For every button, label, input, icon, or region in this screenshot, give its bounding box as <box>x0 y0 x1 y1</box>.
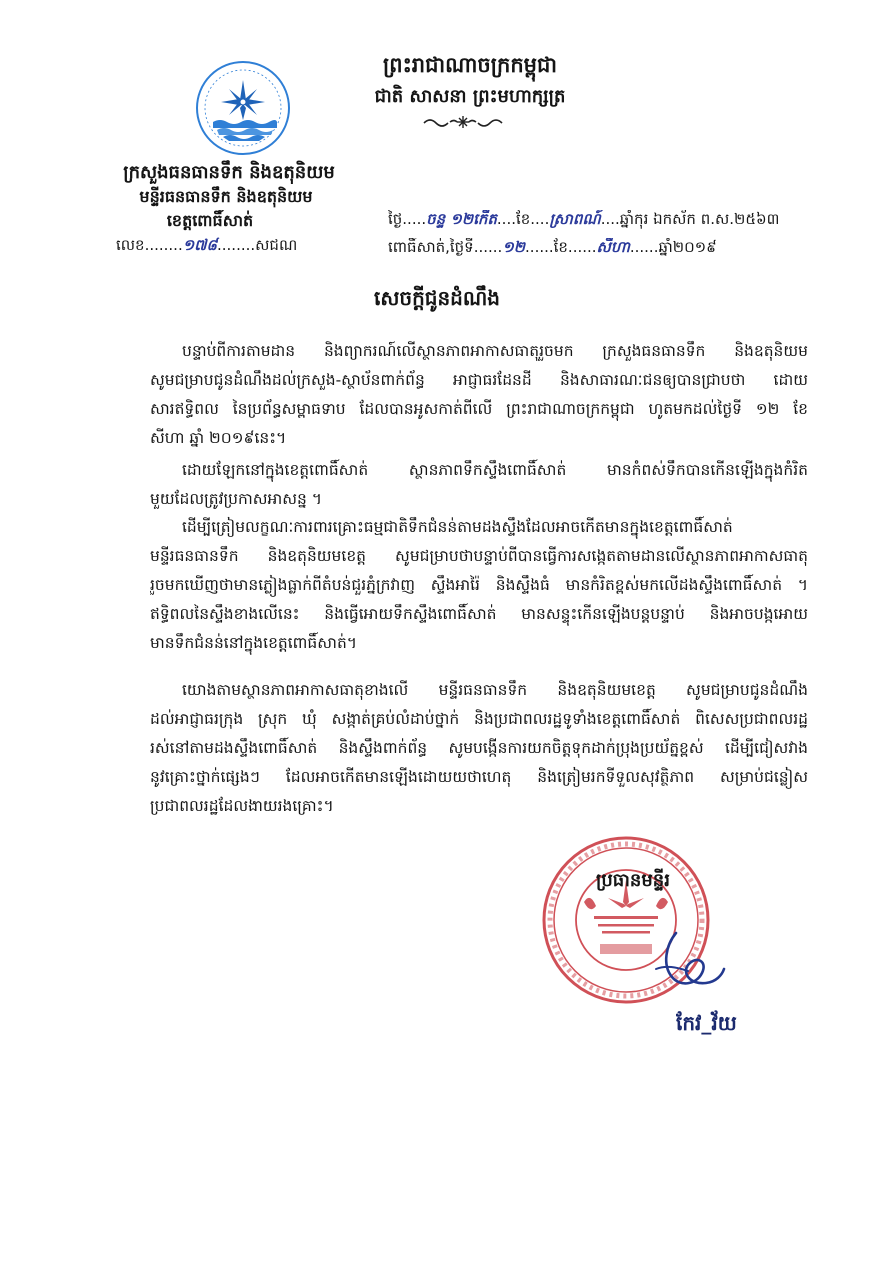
paragraph-line: មួយដែលត្រូវប្រកាសអាសន្ន ។ <box>150 490 322 508</box>
paragraph-line: ឥទ្ធិពលនៃស្ទឹងខាងលើនេះ និងធ្វើអោយទឹកស្ទឹងពោធិ៍សាត់ មានសន្ទុះកើនឡើងបន្តបន្ទាប់ និងអាចបង្កអោយ <box>150 605 808 623</box>
paragraph-3 <box>150 513 808 658</box>
paragraph-2 <box>150 456 808 514</box>
solar-year: ......ឆ្នាំ២០១៩ <box>629 238 717 256</box>
solar-day: ១២ <box>502 238 526 256</box>
paragraph-line: សារឥទ្ធិពល នៃប្រព័ន្ធសម្ពាធទាប ដែលបានអូសកាត់ពីលើ ព្រះរាជាណាចក្រកម្ពុជា ហូតមកដល់ថ្ងៃទី ១២ ខែ <box>150 400 808 418</box>
solar-month-label: ......ខែ...... <box>525 238 597 256</box>
paragraph-line: មានទឹកជំនន់នៅក្នុងខេត្តពោធិ៍សាត់។ <box>150 634 357 652</box>
lunar-year: ....ឆ្នាំកុរ ឯកស័ក ព.ស.២៥៦៣ <box>600 210 780 228</box>
reference-number-line <box>116 236 316 258</box>
kingdom-heading: ព្រះរាជាណាចក្រកម្ពុជា <box>382 52 557 77</box>
paragraph-1 <box>150 337 808 453</box>
paragraph-line: យោងតាមស្ថានភាពអាកាសធាតុខាងលើ មន្ទីរធនធានទឹក និងឧតុនិយមខេត្ត សូមជម្រាបជូនដំណឹង <box>182 681 808 699</box>
ornament-flourish-icon <box>420 114 506 130</box>
ministry-logo-icon <box>193 58 293 158</box>
lunar-month-label: ....ខែ.... <box>496 210 550 228</box>
national-motto: ជាតិ សាសនា ព្រះមហាក្សត្រ <box>374 86 566 107</box>
lunar-prefix: ថ្ងៃ..... <box>388 210 427 228</box>
province-name: ខេត្តពោធិ៍សាត់ <box>166 211 254 230</box>
paragraph-line: រួចមកឃើញថាមានភ្លៀងធ្លាក់ពីតំបន់ជួរភ្នំក្រវាញ ស្ទឹងអារ៉ៃ និងស្ទឹងធំ មានកំរិតខ្ពស់មកលើដងស្ទឹងពោធិ៍សាត់ ។ <box>150 576 808 594</box>
lunar-date-line <box>388 210 818 232</box>
solar-month: សីហា <box>596 238 630 256</box>
handwritten-signature-icon <box>636 925 726 995</box>
signatory-position: ប្រធានមន្ទីរ <box>596 870 670 891</box>
paragraph-line: នូវគ្រោះថ្នាក់ផ្សេងៗ ដែលអាចកើតមានឡើងដោយយថាហេតុ និងត្រៀមរកទីទួលសុវត្ថិភាព សម្រាប់ជន្លៀស <box>150 768 808 786</box>
paragraph-line: សូមជម្រាបជូនដំណឹងដល់ក្រសួង-ស្ថាប័នពាក់ព័ន្ធ អាជ្ញាធរដែនដី និងសាធារណៈជនឲ្យបានជ្រាបថា ដោយ <box>150 371 808 389</box>
paragraph-line: សីហា ឆ្នាំ ២០១៩នេះ។ <box>150 429 287 447</box>
paragraph-line: មន្ទីរធនធានទឹក និងឧតុនិយមខេត្ត សូមជម្រាបថាបន្ទាប់ពីបានធ្វើការសង្កេតតាមដានលើស្ថានភាពអាកាសធាតុ <box>150 547 808 565</box>
reference-suffix: ........សជណ <box>217 236 298 254</box>
lunar-day: ចន្ទ ១២កើត <box>426 210 497 228</box>
department-name: មន្ទីរធនធានទឹក និងឧតុនិយម <box>139 187 313 206</box>
ministry-name: ក្រសួងធនធានទឹក និងឧតុនិយម <box>123 162 335 183</box>
signatory-name: កែវ_វ័យ <box>676 1011 737 1035</box>
solar-date-line <box>388 238 818 260</box>
lunar-month: ស្រាពណ៍ <box>549 210 601 228</box>
solar-prefix: ពោធិ៍សាត់,ថ្ងៃទី...... <box>388 238 503 256</box>
reference-prefix: លេខ........ <box>116 236 183 254</box>
paragraph-line: បន្ទាប់ពីការតាមដាន និងព្យាករណ៍លើស្ថានភាពអាកាសធាតុរួចមក ក្រសួងធនធានទឹក និងឧតុនិយម <box>182 342 808 360</box>
paragraph-line: ដោយឡែកនៅក្នុងខេត្តពោធិ៍សាត់ ស្ថានភាពទឹកស្ទឹងពោធិ៍សាត់ មានកំពស់ទឹកបានកើនឡើងក្នុងកំរិត <box>182 461 808 479</box>
paragraph-line: រស់នៅតាមដងស្ទឹងពោធិ៍សាត់ និងស្ទឹងពាក់ព័ន្ធ សូមបង្កើនការយកចិត្តទុកដាក់ប្រុងប្រយ័ត្នខ្ពស់ ដើម្បីជៀសវាង <box>150 739 808 757</box>
reference-number: ១៧៨ <box>182 236 217 254</box>
document-title: សេចក្ដីជូនដំណឹង <box>374 286 500 310</box>
paragraph-line: ដើម្បីត្រៀមលក្ខណៈការពារគ្រោះធម្មជាតិទឹកជំនន់តាមដងស្ទឹងដែលអាចកើតមានក្នុងខេត្តពោធិ៍សាត់ <box>182 518 733 536</box>
paragraph-4 <box>150 676 808 821</box>
paragraph-line: ប្រជាពលរដ្ឋដែលងាយរងគ្រោះ។ <box>150 797 334 815</box>
paragraph-line: ដល់អាជ្ញាធរក្រុង ស្រុក ឃុំ សង្កាត់គ្រប់លំដាប់ថ្នាក់ និងប្រជាពលរដ្ឋទូទាំងខេត្តពោធិ៍សាត់ ពិសេសប្រជាពលរដ្ឋ <box>150 710 808 728</box>
